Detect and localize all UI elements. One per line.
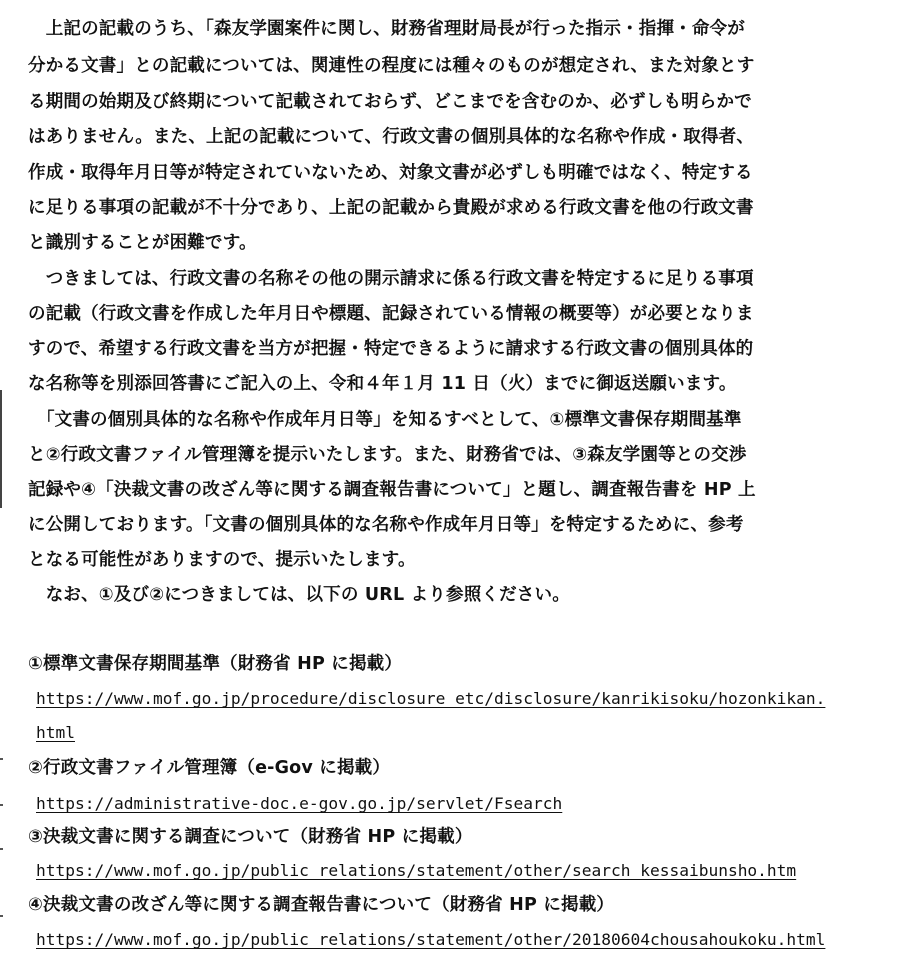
text-line: はありません。また、上記の記載について、行政文書の個別具体的な名称や作成・取得者、	[28, 127, 755, 147]
text-line: に足りる事項の記載が不十分であり、上記の記載から貴殿が求める行政文書を他の行政文書	[28, 198, 754, 218]
text-line: 分かる文書」との記載については、関連性の程度には種々のものが想定され、また対象とす	[28, 56, 755, 76]
scan-margin-dot	[0, 758, 3, 760]
paragraph-4: なお、①及び②につきましては、以下の URL より参照ください。	[28, 585, 570, 605]
text-line: 上記の記載のうち、「森友学園案件に関し、財務省理財局長が行った指示・指揮・命令が	[28, 19, 745, 39]
reference-label: ③決裁文書に関する調査について（財務省 HP に掲載）	[28, 827, 473, 847]
text-line: る期間の始期及び終期について記載されておらず、どこまでを含むのか、必ずしも明らかで	[28, 92, 752, 112]
scan-margin-dot	[0, 804, 3, 806]
text-line: となる可能性がありますので、提示いたします。	[28, 550, 416, 570]
reference-link[interactable]: https://www.mof.go.jp/public_relations/statement/other/20180604chousahoukoku.html	[36, 930, 826, 949]
reference-link[interactable]: https://administrative-doc.e-gov.go.jp/servlet/Fsearch	[36, 794, 563, 813]
reference-link[interactable]: https://www.mof.go.jp/public_relations/statement/other/search_kessaibunsho.htm	[36, 861, 797, 880]
text-line: の記載（行政文書を作成した年月日や標題、記録されている情報の概要等）が必要となりま	[28, 304, 754, 324]
reference-label: ④決裁文書の改ざん等に関する調査報告書について（財務省 HP に掲載）	[28, 895, 615, 915]
text-line: な名称等を別添回答書にご記入の上、令和４年１月 11 日（火）までに御返送願います。	[28, 374, 737, 394]
text-line: と識別することが困難です。	[28, 233, 257, 253]
text-line: 記録や④「決裁文書の改ざん等に関する調査報告書について」と題し、調査報告書を HP 上	[28, 480, 756, 500]
text-line: すので、希望する行政文書を当方が把握・特定できるように請求する行政文書の個別具体的	[28, 339, 754, 359]
text-line: と②行政文書ファイル管理簿を提示いたします。また、財務省では、③森友学園等との交渉	[28, 445, 747, 465]
reference-label: ②行政文書ファイル管理簿（e-Gov に掲載）	[28, 758, 391, 778]
scan-margin-dot	[0, 848, 3, 850]
text-line: つきましては、行政文書の名称その他の開示請求に係る行政文書を特定するに足りる事項	[28, 269, 754, 289]
reference-link[interactable]: https://www.mof.go.jp/procedure/disclosure_etc/disclosure/kanrikisoku/hozonkikan.	[36, 689, 826, 708]
text-line: 作成・取得年月日等が特定されていないため、対象文書が必ずしも明確ではなく、特定する	[28, 163, 753, 183]
text-line: に公開しております。「文書の個別具体的な名称や作成年月日等」を特定するために、参考	[28, 515, 744, 535]
scan-margin-rule	[0, 390, 2, 508]
scan-margin-dot	[0, 915, 3, 917]
text-line: 「文書の個別具体的な名称や作成年月日等」を知るすべとして、①標準文書保存期間基準	[28, 410, 742, 430]
reference-link-continuation[interactable]: html	[36, 723, 75, 742]
reference-label: ①標準文書保存期間基準（財務省 HP に掲載）	[28, 654, 403, 674]
